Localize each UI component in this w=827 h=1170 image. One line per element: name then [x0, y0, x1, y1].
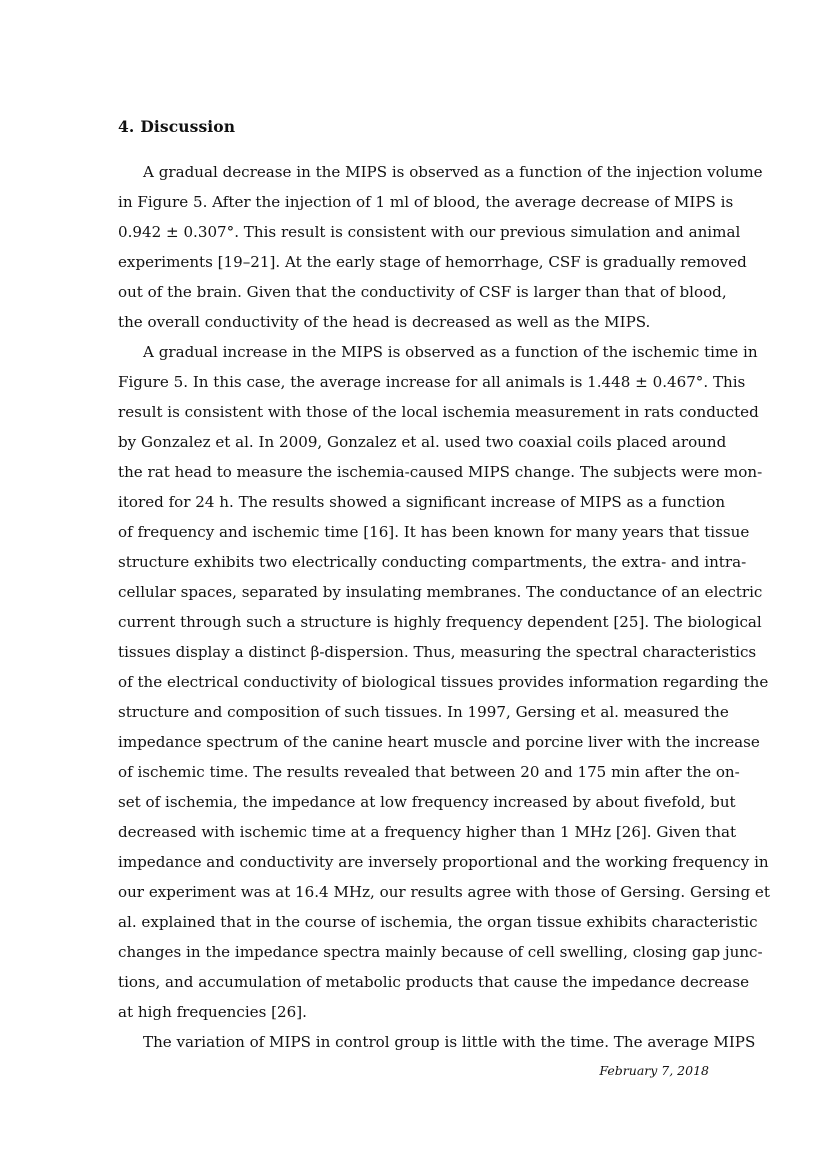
paragraph-2-line: impedance and conductivity are inversely proportional and the working frequency in	[118, 853, 769, 871]
paragraph-2-line: tissues display a distinct β-dispersion. Thus, measuring the spectral characteristics	[118, 643, 757, 661]
paragraph-2-line: of the electrical conductivity of biological tissues provides information regarding the	[118, 673, 769, 691]
paragraph-2-line: our experiment was at 16.4 MHz, our results agree with those of Gersing. Gersing et	[118, 883, 770, 901]
paragraph-3-line: The variation of MIPS in control group is little with the time. The average MIPS	[143, 1033, 756, 1051]
paragraph-2-line: structure and composition of such tissues. In 1997, Gersing et al. measured the	[118, 703, 729, 721]
footer-date: February 7, 2018	[599, 1063, 709, 1078]
paragraph-1-line: 0.942 ± 0.307°. This result is consistent with our previous simulation and animal	[118, 223, 741, 241]
paragraph-1-line: A gradual decrease in the MIPS is observed as a function of the injection volume	[143, 163, 763, 181]
paragraph-2-line: tions, and accumulation of metabolic products that cause the impedance decrease	[118, 973, 750, 991]
section-number: 4.	[118, 117, 135, 136]
paragraph-1-line: the overall conductivity of the head is decreased as well as the MIPS.	[118, 313, 651, 331]
section-title: Discussion	[140, 117, 236, 136]
paragraph-2-line: Figure 5. In this case, the average increase for all animals is 1.448 ± 0.467°. This	[118, 373, 746, 391]
paragraph-2-line: at high frequencies [26].	[118, 1003, 307, 1021]
paragraph-2-line: itored for 24 h. The results showed a significant increase of MIPS as a function	[118, 493, 726, 511]
paragraph-2-line: cellular spaces, separated by insulating membranes. The conductance of an electric	[118, 583, 763, 601]
paragraph-1-line: out of the brain. Given that the conductivity of CSF is larger than that of blood,	[118, 283, 727, 301]
paragraph-2-line: current through such a structure is highly frequency dependent [25]. The biological	[118, 613, 762, 631]
paragraph-2-line: set of ischemia, the impedance at low frequency increased by about fivefold, but	[118, 793, 736, 811]
paragraph-2-line: al. explained that in the course of ischemia, the organ tissue exhibits characteristic	[118, 913, 758, 931]
paragraph-2-line: by Gonzalez et al. In 2009, Gonzalez et al. used two coaxial coils placed around	[118, 433, 727, 451]
paragraph-2-line: impedance spectrum of the canine heart muscle and porcine liver with the increase	[118, 733, 760, 751]
paragraph-2-line: result is consistent with those of the local ischemia measurement in rats conducted	[118, 403, 759, 421]
paragraph-2-line: changes in the impedance spectra mainly because of cell swelling, closing gap junc-	[118, 943, 763, 961]
section-heading	[118, 117, 235, 136]
paragraph-2-line: A gradual increase in the MIPS is observed as a function of the ischemic time in	[143, 343, 758, 361]
paragraph-2-line: the rat head to measure the ischemia-caused MIPS change. The subjects were mon-	[118, 463, 763, 481]
paragraph-2-line: of ischemic time. The results revealed that between 20 and 175 min after the on-	[118, 763, 740, 781]
paragraph-2-line: of frequency and ischemic time [16]. It has been known for many years that tissue	[118, 523, 750, 541]
paragraph-2-line: decreased with ischemic time at a frequency higher than 1 MHz [26]. Given that	[118, 823, 737, 841]
paragraph-1-line: in Figure 5. After the injection of 1 ml of blood, the average decrease of MIPS is	[118, 193, 734, 211]
paragraph-1-line: experiments [19–21]. At the early stage of hemorrhage, CSF is gradually removed	[118, 253, 747, 271]
paragraph-2-line: structure exhibits two electrically conducting compartments, the extra- and intra-	[118, 553, 747, 571]
